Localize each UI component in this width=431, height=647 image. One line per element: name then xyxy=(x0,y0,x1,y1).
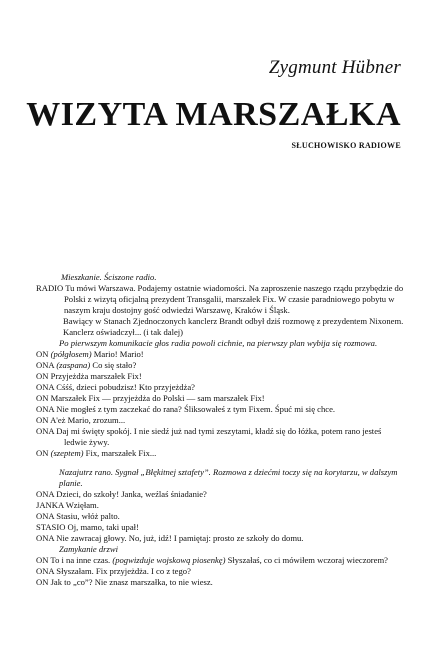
line-text: Oj, mamo, taki upał! xyxy=(65,522,139,532)
line-text: A'eż Mario, zrozum... xyxy=(48,415,126,425)
dialogue-line xyxy=(36,382,406,393)
dialogue-line xyxy=(36,511,406,522)
speaker: STASIO xyxy=(36,522,66,532)
dialogue-line xyxy=(36,489,406,500)
speaker: RADIO xyxy=(36,283,64,293)
speaker: ON xyxy=(36,448,49,458)
line-text: Nie zawracaj głowy. No, już, idź! I pamiętaj: prosto ze szkoły do domu. xyxy=(54,533,304,543)
author-name: Zygmunt Hübner xyxy=(268,57,401,78)
line-text: Słyszałam. Fix przyjeżdża. I co z tego? xyxy=(54,566,191,576)
dialogue-line xyxy=(36,360,406,371)
speaker: ONA xyxy=(36,533,55,543)
inline-direction: (zaspana) xyxy=(56,360,91,370)
dialogue-line xyxy=(36,448,406,459)
speaker: JANKA xyxy=(36,500,64,510)
dialogue-line xyxy=(36,533,406,544)
dialogue-line xyxy=(36,566,406,577)
line-text: Jak to „co”? Nie znasz marszałka, to nie wiesz. xyxy=(48,577,213,587)
stage-direction: Nazajutrz rano. Sygnał „Błękitnej sztafety”. Rozmowa z dziećmi toczy się na korytarzu, w dalszym planie. xyxy=(59,467,398,488)
dialogue-line xyxy=(36,415,406,426)
dialogue-line xyxy=(36,283,406,316)
speaker: ONA xyxy=(36,489,55,499)
speaker: ONA xyxy=(36,511,55,521)
dialogue-line xyxy=(36,349,406,360)
inline-direction: (półgłosem) xyxy=(50,349,92,359)
speaker: ON xyxy=(36,393,49,403)
line-text: Co się stało? xyxy=(90,360,137,370)
line-text: Marszałek Fix — przyjeżdża do Polski — sam marszałek Fix! xyxy=(48,393,265,403)
speaker: ONA xyxy=(36,382,55,392)
line-text: Cśśś, dzieci pobudzisz! Kto przyjeżdża? xyxy=(54,382,195,392)
line-text: Fix, marszałek Fix... xyxy=(83,448,157,458)
line-text: Słyszałaś, co ci mówiłem wczoraj wieczorem? xyxy=(225,555,388,565)
dialogue-continuation: Bawiący w Stanach Zjednoczonych kanclerz Brandt odbył dziś rozmowę z prezydentem Nixonem. Kanclerz oświadczył... (i tak dalej) xyxy=(63,316,404,337)
script-body xyxy=(36,272,406,588)
dialogue-line xyxy=(36,577,406,588)
play-title: WIZYTA MARSZAŁKA xyxy=(26,96,401,133)
dialogue-line xyxy=(36,371,406,382)
line-text: Mario! Mario! xyxy=(91,349,144,359)
dialogue-line xyxy=(36,555,406,566)
speaker: ON xyxy=(36,349,49,359)
line-text: Dzieci, do szkoły! Janka, weźlaś śniadanie? xyxy=(54,489,207,499)
scene-break xyxy=(36,459,406,467)
dialogue-line xyxy=(36,522,406,533)
speaker: ON xyxy=(36,371,49,381)
line-text: Przyjeżdża marszałek Fix! xyxy=(48,371,142,381)
line-text: To i na inne czas. xyxy=(48,555,113,565)
speaker: ONA xyxy=(36,360,55,370)
dialogue-line xyxy=(36,500,406,511)
dialogue-line xyxy=(36,404,406,415)
dialogue-line xyxy=(36,393,406,404)
stage-direction: Mieszkanie. Ściszone radio. xyxy=(61,272,157,282)
inline-direction: (szeptem) xyxy=(50,448,84,458)
speaker: ONA xyxy=(36,566,55,576)
speaker: ONA xyxy=(36,404,55,414)
speaker: ON xyxy=(36,577,49,587)
stage-direction: Zamykanie drzwi xyxy=(59,544,118,554)
play-subtitle: SŁUCHOWISKO RADIOWE xyxy=(291,141,401,150)
line-text: Wzięłam. xyxy=(63,500,99,510)
line-text: Stasiu, włóż palto. xyxy=(54,511,120,521)
dialogue-line xyxy=(36,426,406,448)
line-text: Nie mogłeś z tym zaczekać do rana? Śliksowałeś z tym Fixem. Śpuć mi się chce. xyxy=(54,404,336,414)
line-text: Daj mi święty spokój. I nie siedź już nad tymi zeszytami, kładź się do łóżka, potem rano jesteś ledwie żywy. xyxy=(54,426,382,447)
line-text: Tu mówi Warszawa. Podajemy ostatnie wiadomości. Na zaproszenie naszego rządu przybędzie do Polski z wizytą oficjalną prezydent Transgalii, marszałek Fix. W czasie paradniowego pobytu w naszym kraju dostojny gość odwiedzi Warszawę, Kraków i Śląsk. xyxy=(63,283,404,315)
speaker: ON xyxy=(36,415,49,425)
stage-direction: Po pierwszym komunikacie głos radia powoli cichnie, na pierwszy plan wybija się rozmowa. xyxy=(59,338,378,348)
speaker: ONA xyxy=(36,426,55,436)
inline-direction: (pogwizduje wojskową piosenkę) xyxy=(112,555,226,565)
speaker: ON xyxy=(36,555,49,565)
